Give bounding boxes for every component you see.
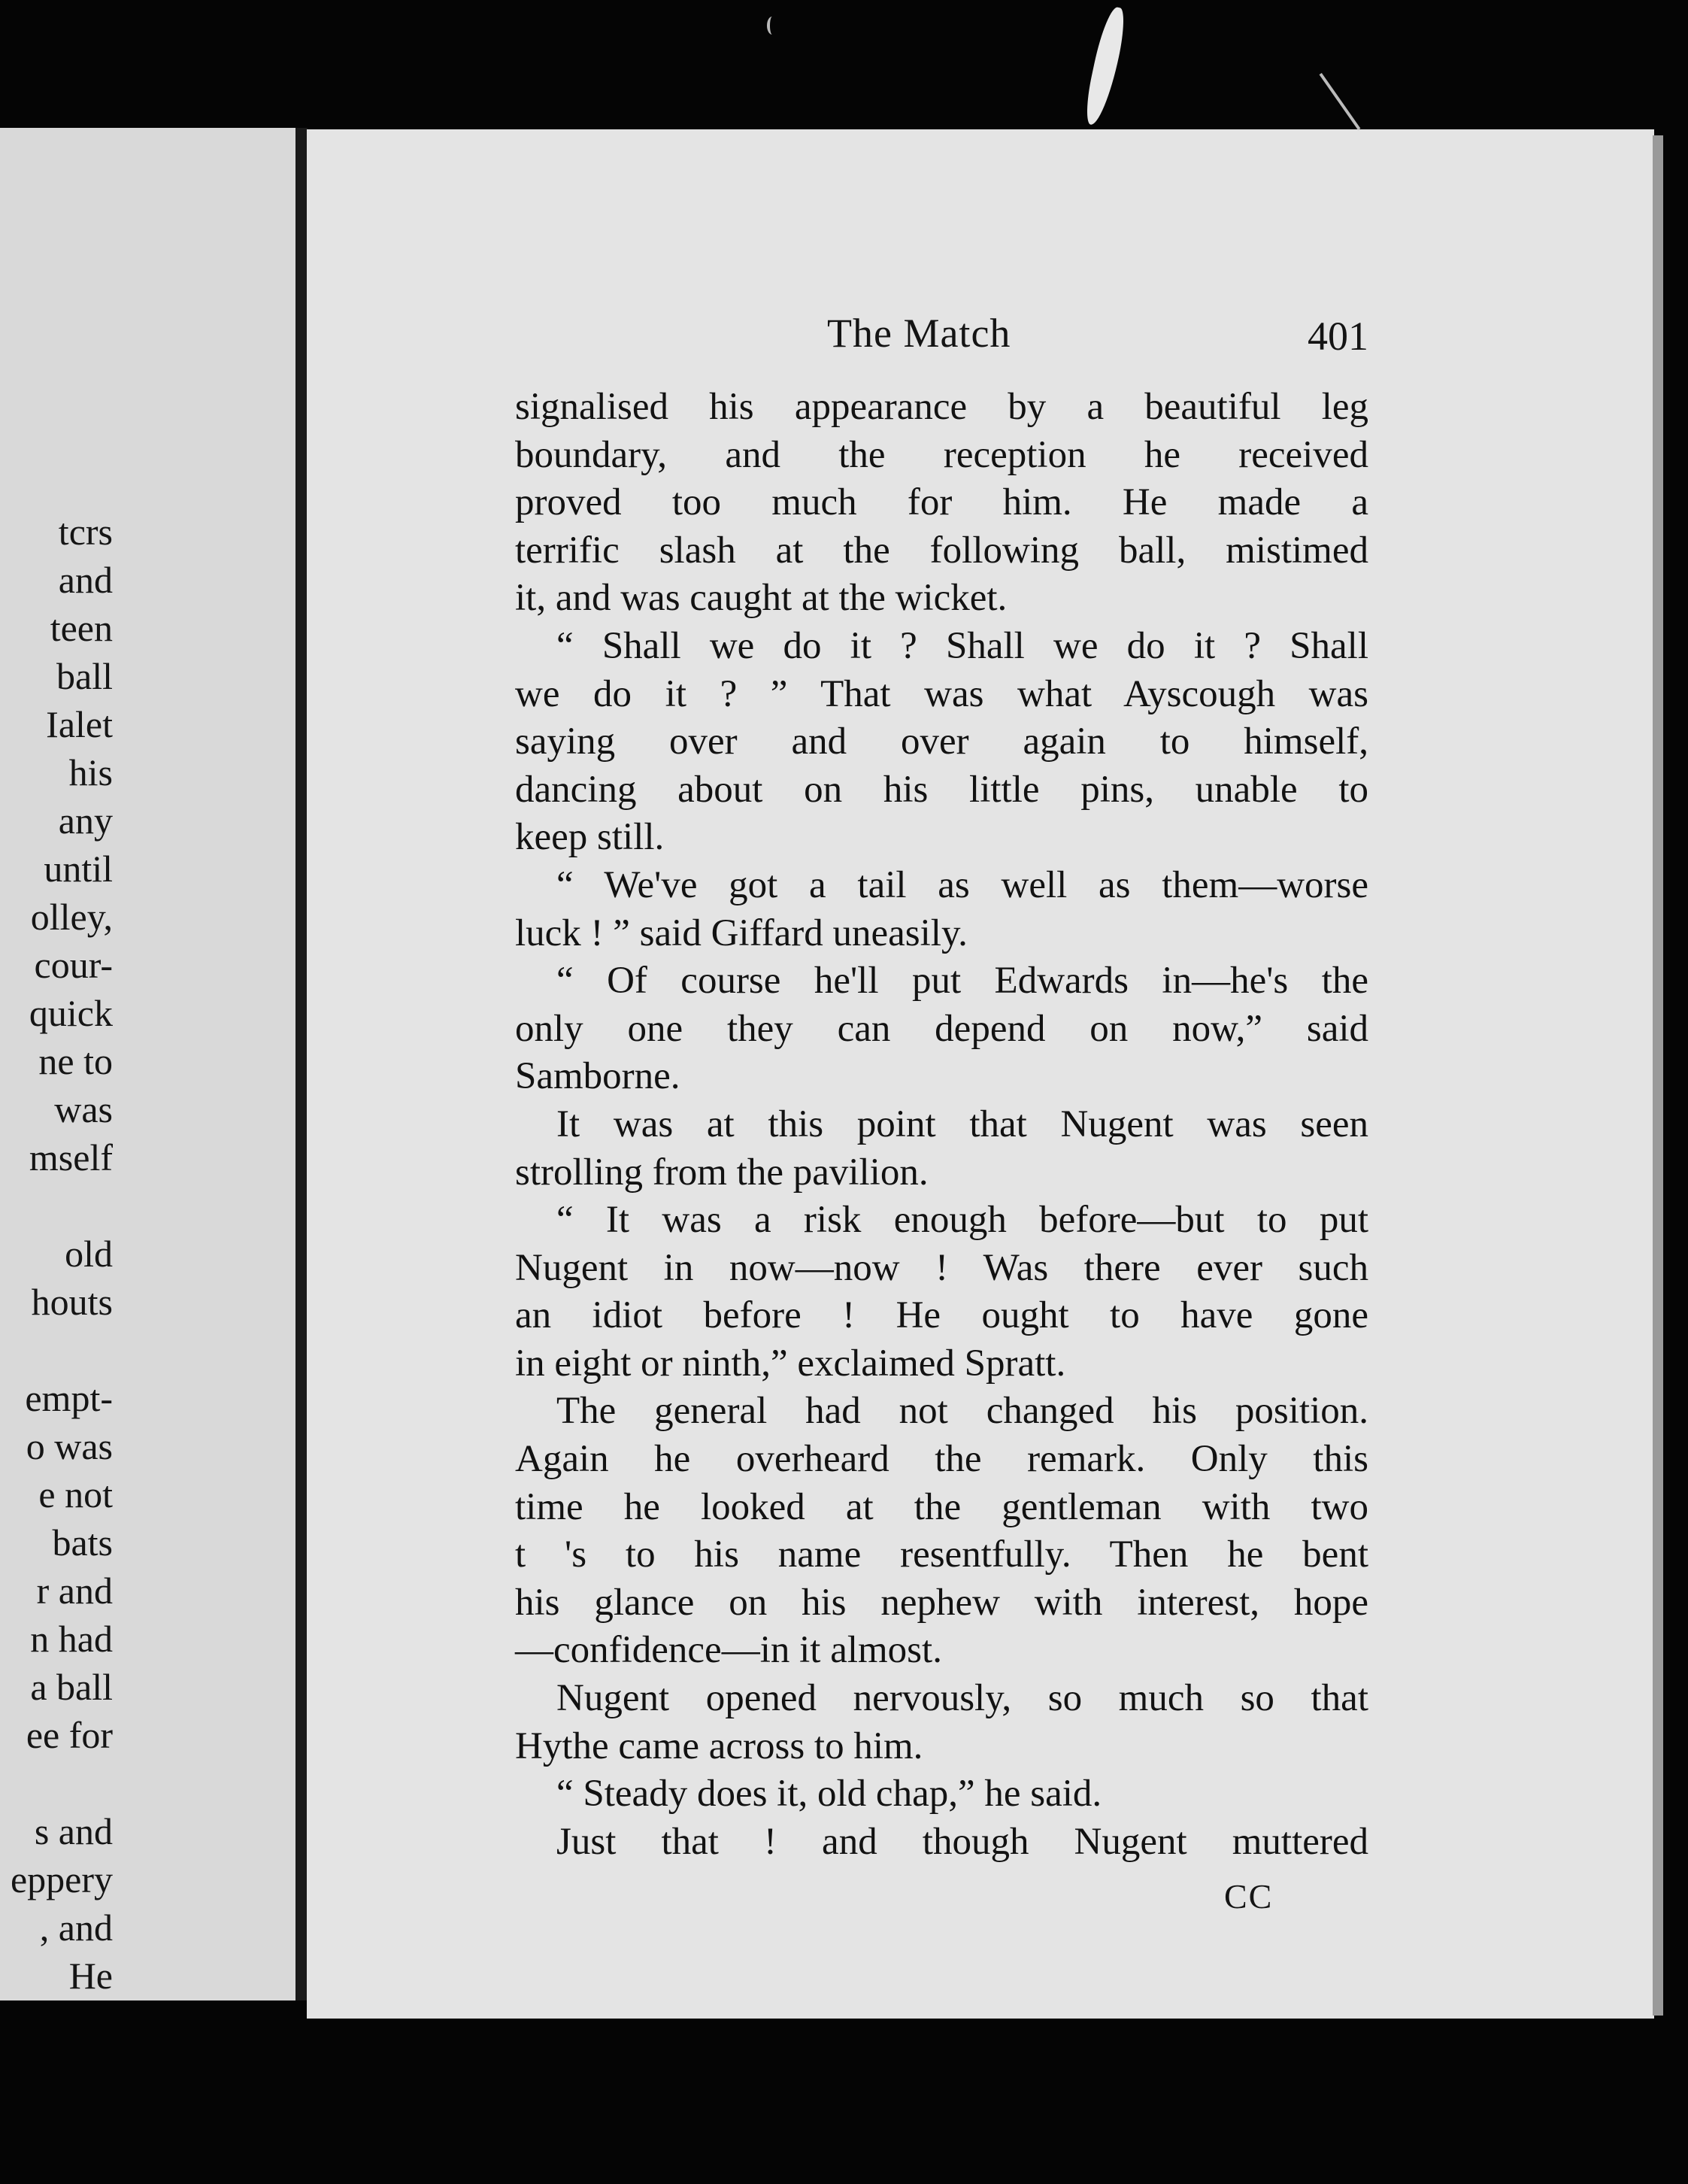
text-line: Again he overheard the remark. Only this [515,1438,1368,1481]
text-line: “ Shall we do it ? Shall we do it ? Shall [556,624,1368,667]
text-line: t 's to his name resentfully. Then he bent [515,1533,1368,1576]
left-text-fragment: empt- [25,1377,113,1419]
left-text-fragment: e not [38,1473,113,1515]
text-line: his glance on his nephew with interest, hope [515,1581,1368,1624]
text-line: keep still. [515,816,665,859]
text-line: strolling from the pavilion. [515,1151,929,1194]
left-text-fragment [0,1181,113,1230]
left-text-fragment: cour- [34,944,113,986]
text-line: Just that ! and though Nugent muttered [556,1820,1368,1863]
left-text-fragment: until [44,848,113,890]
left-text-fragment: n had [30,1618,113,1660]
book-gutter [295,128,308,2000]
left-text-fragment: Ialet [46,703,113,745]
text-line: an idiot before ! He ought to have gone [515,1294,1368,1337]
page-header [827,310,1368,362]
text-line: It was at this point that Nugent was seen [556,1103,1368,1145]
text-line: —confidence—in it almost. [515,1629,942,1672]
signature-mark: CC [1224,1877,1274,1916]
text-line: signalised his appearance by a beautiful leg [515,386,1368,428]
text-line: in eight or ninth,” exclaimed Spratt. [515,1342,1066,1385]
text-line: “ Of course he'll put Edwards in—he's the [556,960,1368,1003]
text-line: boundary, and the reception he received [515,433,1368,476]
left-text-fragment: , and [39,1906,113,1949]
left-text-fragment: ball [56,655,113,697]
text-line: Hythe came across to him. [515,1724,923,1767]
left-text-fragment: ne to [38,1040,113,1082]
left-text-fragment: teen [50,607,113,649]
left-page-text-fragments [0,508,113,2000]
text-line: saying over and over again to himself, [515,720,1368,763]
page-number: 401 [1308,314,1368,359]
left-text-fragment: eppery [10,1858,113,1900]
text-line: Samborne. [515,1055,680,1098]
text-line: Nugent opened nervously, so much so that [556,1677,1368,1720]
left-text-fragment: and [58,559,113,601]
left-text-fragment: was [54,1088,113,1130]
left-text-fragment: s and [34,1810,113,1852]
left-text-fragment: any [58,799,113,842]
text-line: only one they can depend on now,” said [515,1007,1368,1050]
left-text-fragment: o was [26,1425,113,1467]
left-text-fragment: r and [36,1570,113,1612]
left-text-fragment [0,1759,113,1807]
left-text-fragment: ee for [26,1714,113,1756]
text-line: proved too much for him. He made a [515,481,1368,524]
text-line: terrific slash at the following ball, mistimed [515,529,1368,572]
scan-artifact [1320,73,1361,130]
text-line: “ It was a risk enough before—but to put [556,1199,1368,1242]
body-text [515,384,1368,1866]
left-text-fragment: bats [52,1521,113,1564]
text-line: we do it ? ” That was what Ayscough was [515,672,1368,715]
scan-artifact [1082,5,1129,128]
text-line: it, and was caught at the wicket. [515,577,1008,620]
left-text-fragment: olley, [30,896,113,938]
left-text-fragment: mself [29,1136,113,1178]
text-line: The general had not changed his position. [556,1390,1368,1433]
running-title: The Match [827,311,1011,356]
left-text-fragment: He [68,1955,113,1997]
left-text-fragment: a ball [30,1666,113,1708]
left-text-fragment: quick [29,992,113,1034]
text-line: “ Steady does it, old chap,” he said. [556,1773,1102,1815]
text-line: Nugent in now—now ! Was there ever such [515,1246,1368,1289]
left-text-fragment: houts [31,1281,113,1323]
left-page [0,128,297,2000]
left-text-fragment: his [68,751,113,793]
text-line: dancing about on his little pins, unable to [515,768,1368,811]
text-line: luck ! ” said Giffard uneasily. [515,912,968,954]
text-line: time he looked at the gentleman with two [515,1485,1368,1528]
text-line: “ We've got a tail as well as them—worse [556,863,1368,906]
scan-artifact [767,17,777,35]
page-edge [1653,135,1663,2016]
left-text-fragment [0,1326,113,1374]
left-text-fragment: tcrs [58,511,113,553]
left-text-fragment: old [65,1233,113,1275]
